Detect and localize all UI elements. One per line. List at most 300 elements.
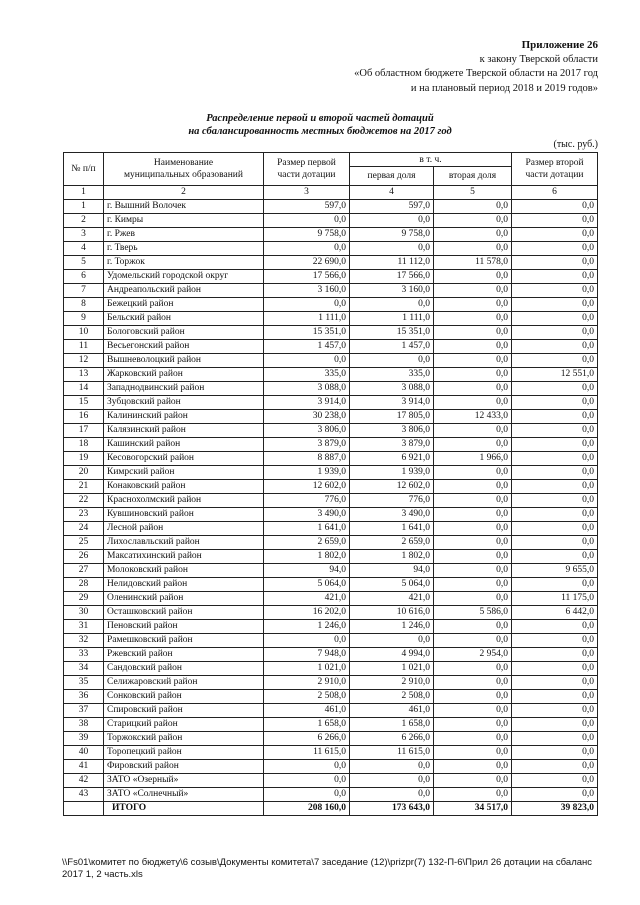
row-num: 22 [64, 494, 104, 508]
municipality-name: г. Кимры [104, 214, 264, 228]
first-share-value: 1 246,0 [350, 620, 434, 634]
units-label: (тыс. руб.) [553, 139, 598, 150]
first-share-value: 776,0 [350, 494, 434, 508]
table-row [64, 522, 598, 536]
row-num: 18 [64, 438, 104, 452]
municipality-name: Жарковский район [104, 368, 264, 382]
row-num: 42 [64, 774, 104, 788]
municipality-name: Лихославльский район [104, 536, 264, 550]
row-num: 9 [64, 312, 104, 326]
second-share-value: 0,0 [434, 228, 512, 242]
first-part-value: 421,0 [264, 592, 350, 606]
table-row [64, 746, 598, 760]
second-share-value: 0,0 [434, 214, 512, 228]
table-row [64, 536, 598, 550]
header-share-2: вторая доля [434, 167, 512, 186]
first-share-value: 0,0 [350, 354, 434, 368]
table-header [64, 153, 598, 200]
first-part-value: 9 758,0 [264, 228, 350, 242]
first-share-value: 6 266,0 [350, 732, 434, 746]
second-part-value: 0,0 [512, 424, 598, 438]
municipality-name: Сандовский район [104, 662, 264, 676]
first-share-value: 9 758,0 [350, 228, 434, 242]
row-num: 13 [64, 368, 104, 382]
row-num: 14 [64, 382, 104, 396]
second-part-value: 0,0 [512, 396, 598, 410]
row-num: 31 [64, 620, 104, 634]
municipality-name: ЗАТО «Солнечный» [104, 788, 264, 802]
second-part-value: 6 442,0 [512, 606, 598, 620]
row-num: 1 [64, 200, 104, 214]
second-share-value: 5 586,0 [434, 606, 512, 620]
header-second-part: Размер второй части дотации [512, 153, 598, 186]
first-share-value: 5 064,0 [350, 578, 434, 592]
row-num: 4 [64, 242, 104, 256]
first-share-value: 1 457,0 [350, 340, 434, 354]
second-part-value: 0,0 [512, 774, 598, 788]
first-part-value: 12 602,0 [264, 480, 350, 494]
first-share-value: 1 939,0 [350, 466, 434, 480]
first-part-value: 461,0 [264, 704, 350, 718]
table-row [64, 564, 598, 578]
municipality-name: Оленинский район [104, 592, 264, 606]
table-row [64, 494, 598, 508]
second-share-value: 0,0 [434, 480, 512, 494]
first-part-value: 3 490,0 [264, 508, 350, 522]
row-num: 38 [64, 718, 104, 732]
second-part-value: 0,0 [512, 354, 598, 368]
municipality-name: Кувшиновский район [104, 508, 264, 522]
first-part-value: 11 615,0 [264, 746, 350, 760]
second-share-value: 0,0 [434, 326, 512, 340]
colnum: 3 [264, 186, 350, 200]
table-row [64, 704, 598, 718]
row-num: 25 [64, 536, 104, 550]
row-num: 16 [64, 410, 104, 424]
second-share-value: 0,0 [434, 298, 512, 312]
first-part-value: 0,0 [264, 354, 350, 368]
first-share-value: 0,0 [350, 760, 434, 774]
title-line-1: Распределение первой и второй частей дотаций [206, 113, 434, 124]
row-num: 6 [64, 270, 104, 284]
first-part-value: 94,0 [264, 564, 350, 578]
first-share-value: 10 616,0 [350, 606, 434, 620]
table-row [64, 774, 598, 788]
header-line-1: к закону Тверской области [479, 53, 598, 65]
first-share-value: 2 508,0 [350, 690, 434, 704]
row-num: 19 [64, 452, 104, 466]
first-share-value: 3 879,0 [350, 438, 434, 452]
municipality-name: Кимрский район [104, 466, 264, 480]
second-share-value: 0,0 [434, 536, 512, 550]
second-share-value: 0,0 [434, 788, 512, 802]
municipality-name: г. Ржев [104, 228, 264, 242]
row-num: 33 [64, 648, 104, 662]
total-row [64, 802, 598, 816]
second-part-value: 9 655,0 [512, 564, 598, 578]
row-num: 34 [64, 662, 104, 676]
first-part-value: 1 021,0 [264, 662, 350, 676]
first-share-value: 6 921,0 [350, 452, 434, 466]
first-share-value: 1 658,0 [350, 718, 434, 732]
second-share-value: 0,0 [434, 522, 512, 536]
table-row [64, 396, 598, 410]
total-first-part-value: 208 160,0 [264, 802, 350, 816]
municipality-name: Рамешковский район [104, 634, 264, 648]
second-part-value: 0,0 [512, 634, 598, 648]
table-row [64, 550, 598, 564]
first-part-value: 17 566,0 [264, 270, 350, 284]
second-part-value: 11 175,0 [512, 592, 598, 606]
first-share-value: 3 160,0 [350, 284, 434, 298]
first-part-value: 0,0 [264, 214, 350, 228]
second-share-value: 0,0 [434, 592, 512, 606]
table-row [64, 592, 598, 606]
second-share-value: 0,0 [434, 494, 512, 508]
first-share-value: 0,0 [350, 788, 434, 802]
table-row [64, 690, 598, 704]
second-share-value: 0,0 [434, 270, 512, 284]
table-row [64, 298, 598, 312]
first-part-value: 0,0 [264, 774, 350, 788]
second-part-value: 0,0 [512, 508, 598, 522]
row-num: 40 [64, 746, 104, 760]
second-share-value: 0,0 [434, 620, 512, 634]
table-row [64, 270, 598, 284]
file-path-footer: \\Fs01\комитет по бюджету\6 созыв\Документы комитета\7 заседание (12)\prizpr(7) 132-П-6\Прил 26 дотации на сбаланс 2017 1, 2 часть.xls [62, 857, 593, 880]
first-share-value: 0,0 [350, 214, 434, 228]
table-row [64, 354, 598, 368]
first-share-value: 335,0 [350, 368, 434, 382]
row-num: 24 [64, 522, 104, 536]
row-num: 23 [64, 508, 104, 522]
row-num: 30 [64, 606, 104, 620]
first-share-value: 11 112,0 [350, 256, 434, 270]
table-row [64, 424, 598, 438]
second-share-value: 0,0 [434, 368, 512, 382]
municipality-name: Вышневолоцкий район [104, 354, 264, 368]
municipality-name: Кашинский район [104, 438, 264, 452]
first-part-value: 1 111,0 [264, 312, 350, 326]
first-part-value: 0,0 [264, 788, 350, 802]
second-share-value: 0,0 [434, 340, 512, 354]
table-row [64, 718, 598, 732]
municipality-name: Кесовогорский район [104, 452, 264, 466]
first-part-value: 1 457,0 [264, 340, 350, 354]
municipality-name: Торжокский район [104, 732, 264, 746]
first-part-value: 0,0 [264, 242, 350, 256]
second-part-value: 0,0 [512, 536, 598, 550]
row-num: 29 [64, 592, 104, 606]
first-part-value: 8 887,0 [264, 452, 350, 466]
first-share-value: 0,0 [350, 634, 434, 648]
table-row [64, 214, 598, 228]
header-num: № п/п [64, 153, 104, 186]
first-share-value: 1 111,0 [350, 312, 434, 326]
municipality-name: Андреапольский район [104, 284, 264, 298]
first-part-value: 3 914,0 [264, 396, 350, 410]
first-part-value: 16 202,0 [264, 606, 350, 620]
row-num: 26 [64, 550, 104, 564]
second-part-value: 0,0 [512, 242, 598, 256]
table-row [64, 634, 598, 648]
municipality-name: Молоковский район [104, 564, 264, 578]
municipality-name: г. Тверь [104, 242, 264, 256]
row-num: 10 [64, 326, 104, 340]
municipality-name: Лесной район [104, 522, 264, 536]
second-share-value: 0,0 [434, 746, 512, 760]
subsidy-table [63, 152, 598, 816]
second-share-value: 1 966,0 [434, 452, 512, 466]
table-row [64, 466, 598, 480]
first-part-value: 22 690,0 [264, 256, 350, 270]
total-row-num [64, 802, 104, 816]
municipality-name: Максатихинский район [104, 550, 264, 564]
second-part-value: 0,0 [512, 326, 598, 340]
row-num: 35 [64, 676, 104, 690]
second-part-value: 0,0 [512, 340, 598, 354]
first-share-value: 12 602,0 [350, 480, 434, 494]
first-part-value: 2 508,0 [264, 690, 350, 704]
municipality-name: Калязинский район [104, 424, 264, 438]
municipality-name: Нелидовский район [104, 578, 264, 592]
table-row [64, 326, 598, 340]
first-share-value: 0,0 [350, 298, 434, 312]
second-part-value: 0,0 [512, 550, 598, 564]
municipality-name: Старицкий район [104, 718, 264, 732]
second-part-value: 0,0 [512, 788, 598, 802]
second-share-value: 0,0 [434, 690, 512, 704]
second-share-value: 0,0 [434, 564, 512, 578]
first-part-value: 1 641,0 [264, 522, 350, 536]
colnum: 6 [512, 186, 598, 200]
municipality-name: Удомельский городской округ [104, 270, 264, 284]
first-share-value: 3 490,0 [350, 508, 434, 522]
second-part-value: 0,0 [512, 312, 598, 326]
first-part-value: 597,0 [264, 200, 350, 214]
row-num: 28 [64, 578, 104, 592]
first-share-value: 3 914,0 [350, 396, 434, 410]
second-part-value: 0,0 [512, 494, 598, 508]
second-share-value: 0,0 [434, 704, 512, 718]
second-share-value: 0,0 [434, 354, 512, 368]
table-row [64, 438, 598, 452]
second-part-value: 0,0 [512, 200, 598, 214]
second-part-value: 0,0 [512, 718, 598, 732]
first-share-value: 4 994,0 [350, 648, 434, 662]
header-name: Наименование муниципальных образований [104, 153, 264, 186]
row-num: 37 [64, 704, 104, 718]
first-part-value: 3 879,0 [264, 438, 350, 452]
table-row [64, 788, 598, 802]
first-share-value: 17 566,0 [350, 270, 434, 284]
municipality-name: Торопецкий район [104, 746, 264, 760]
header-including: в т. ч. [350, 153, 512, 167]
first-share-value: 0,0 [350, 774, 434, 788]
header-first-part: Размер первой части дотации [264, 153, 350, 186]
second-share-value: 0,0 [434, 634, 512, 648]
second-share-value: 0,0 [434, 312, 512, 326]
row-num: 11 [64, 340, 104, 354]
municipality-name: Бологовский район [104, 326, 264, 340]
municipality-name: Фировский район [104, 760, 264, 774]
row-num: 17 [64, 424, 104, 438]
first-part-value: 3 806,0 [264, 424, 350, 438]
second-part-value: 0,0 [512, 214, 598, 228]
table-row [64, 578, 598, 592]
municipality-name: Сонковский район [104, 690, 264, 704]
first-part-value: 1 939,0 [264, 466, 350, 480]
municipality-name: Западнодвинский район [104, 382, 264, 396]
row-num: 36 [64, 690, 104, 704]
municipality-name: г. Вышний Волочек [104, 200, 264, 214]
second-share-value: 12 433,0 [434, 410, 512, 424]
first-share-value: 3 088,0 [350, 382, 434, 396]
second-share-value: 0,0 [434, 438, 512, 452]
table-row [64, 508, 598, 522]
second-share-value: 0,0 [434, 284, 512, 298]
total-label: ИТОГО [104, 802, 264, 816]
table-row [64, 760, 598, 774]
total-first-share-value: 173 643,0 [350, 802, 434, 816]
second-part-value: 0,0 [512, 466, 598, 480]
first-share-value: 11 615,0 [350, 746, 434, 760]
table-body [64, 200, 598, 816]
row-num: 39 [64, 732, 104, 746]
table-row [64, 242, 598, 256]
table-row [64, 340, 598, 354]
first-part-value: 1 246,0 [264, 620, 350, 634]
table-row [64, 620, 598, 634]
table-row [64, 732, 598, 746]
table-row [64, 606, 598, 620]
first-share-value: 1 802,0 [350, 550, 434, 564]
second-share-value: 11 578,0 [434, 256, 512, 270]
second-share-value: 0,0 [434, 382, 512, 396]
municipality-name: Конаковский район [104, 480, 264, 494]
table-row [64, 648, 598, 662]
second-share-value: 0,0 [434, 200, 512, 214]
row-num: 3 [64, 228, 104, 242]
table-row [64, 452, 598, 466]
row-num: 41 [64, 760, 104, 774]
first-part-value: 2 910,0 [264, 676, 350, 690]
colnum: 1 [64, 186, 104, 200]
first-share-value: 1 021,0 [350, 662, 434, 676]
first-share-value: 3 806,0 [350, 424, 434, 438]
first-part-value: 7 948,0 [264, 648, 350, 662]
second-part-value: 0,0 [512, 270, 598, 284]
column-numbers-row [64, 186, 598, 200]
row-num: 7 [64, 284, 104, 298]
second-part-value: 0,0 [512, 298, 598, 312]
first-part-value: 0,0 [264, 298, 350, 312]
first-part-value: 2 659,0 [264, 536, 350, 550]
second-part-value: 0,0 [512, 690, 598, 704]
second-part-value: 0,0 [512, 522, 598, 536]
row-num: 15 [64, 396, 104, 410]
municipality-name: ЗАТО «Озерный» [104, 774, 264, 788]
municipality-name: Ржевский район [104, 648, 264, 662]
header-share-1: первая доля [350, 167, 434, 186]
first-part-value: 6 266,0 [264, 732, 350, 746]
second-part-value: 0,0 [512, 676, 598, 690]
second-part-value: 0,0 [512, 410, 598, 424]
first-share-value: 17 805,0 [350, 410, 434, 424]
first-part-value: 3 160,0 [264, 284, 350, 298]
municipality-name: Осташковский район [104, 606, 264, 620]
second-part-value: 0,0 [512, 480, 598, 494]
table-row [64, 676, 598, 690]
municipality-name: Бежецкий район [104, 298, 264, 312]
second-part-value: 0,0 [512, 746, 598, 760]
table-row [64, 480, 598, 494]
second-share-value: 0,0 [434, 242, 512, 256]
first-share-value: 0,0 [350, 242, 434, 256]
first-share-value: 2 659,0 [350, 536, 434, 550]
row-num: 43 [64, 788, 104, 802]
document-header [354, 38, 598, 96]
header-line-2: «Об областном бюджете Тверской области на 2017 год [354, 68, 598, 79]
second-part-value: 0,0 [512, 438, 598, 452]
second-share-value: 0,0 [434, 578, 512, 592]
municipality-name: Селижаровский район [104, 676, 264, 690]
row-num: 2 [64, 214, 104, 228]
municipality-name: Спировский район [104, 704, 264, 718]
first-part-value: 0,0 [264, 634, 350, 648]
colnum: 4 [350, 186, 434, 200]
municipality-name: Калининский район [104, 410, 264, 424]
total-second-part-value: 39 823,0 [512, 802, 598, 816]
second-share-value: 0,0 [434, 424, 512, 438]
table-row [64, 256, 598, 270]
second-part-value: 0,0 [512, 662, 598, 676]
municipality-name: г. Торжок [104, 256, 264, 270]
table-row [64, 228, 598, 242]
municipality-name: Пеновский район [104, 620, 264, 634]
first-share-value: 1 641,0 [350, 522, 434, 536]
first-share-value: 94,0 [350, 564, 434, 578]
first-share-value: 597,0 [350, 200, 434, 214]
municipality-name: Бельский район [104, 312, 264, 326]
second-share-value: 2 954,0 [434, 648, 512, 662]
colnum: 2 [104, 186, 264, 200]
title-line-2: на сбалансированность местных бюджетов на 2017 год [188, 126, 452, 137]
second-share-value: 0,0 [434, 676, 512, 690]
second-part-value: 0,0 [512, 452, 598, 466]
second-part-value: 0,0 [512, 648, 598, 662]
second-share-value: 0,0 [434, 550, 512, 564]
second-part-value: 0,0 [512, 732, 598, 746]
second-share-value: 0,0 [434, 732, 512, 746]
row-num: 12 [64, 354, 104, 368]
first-part-value: 1 658,0 [264, 718, 350, 732]
second-share-value: 0,0 [434, 466, 512, 480]
row-num: 20 [64, 466, 104, 480]
first-part-value: 0,0 [264, 760, 350, 774]
table-row [64, 368, 598, 382]
first-share-value: 461,0 [350, 704, 434, 718]
second-part-value: 0,0 [512, 382, 598, 396]
second-part-value: 12 551,0 [512, 368, 598, 382]
municipality-name: Зубцовский район [104, 396, 264, 410]
first-part-value: 5 064,0 [264, 578, 350, 592]
second-share-value: 0,0 [434, 662, 512, 676]
municipality-name: Весьегонский район [104, 340, 264, 354]
total-second-share-value: 34 517,0 [434, 802, 512, 816]
second-part-value: 0,0 [512, 284, 598, 298]
second-share-value: 0,0 [434, 760, 512, 774]
